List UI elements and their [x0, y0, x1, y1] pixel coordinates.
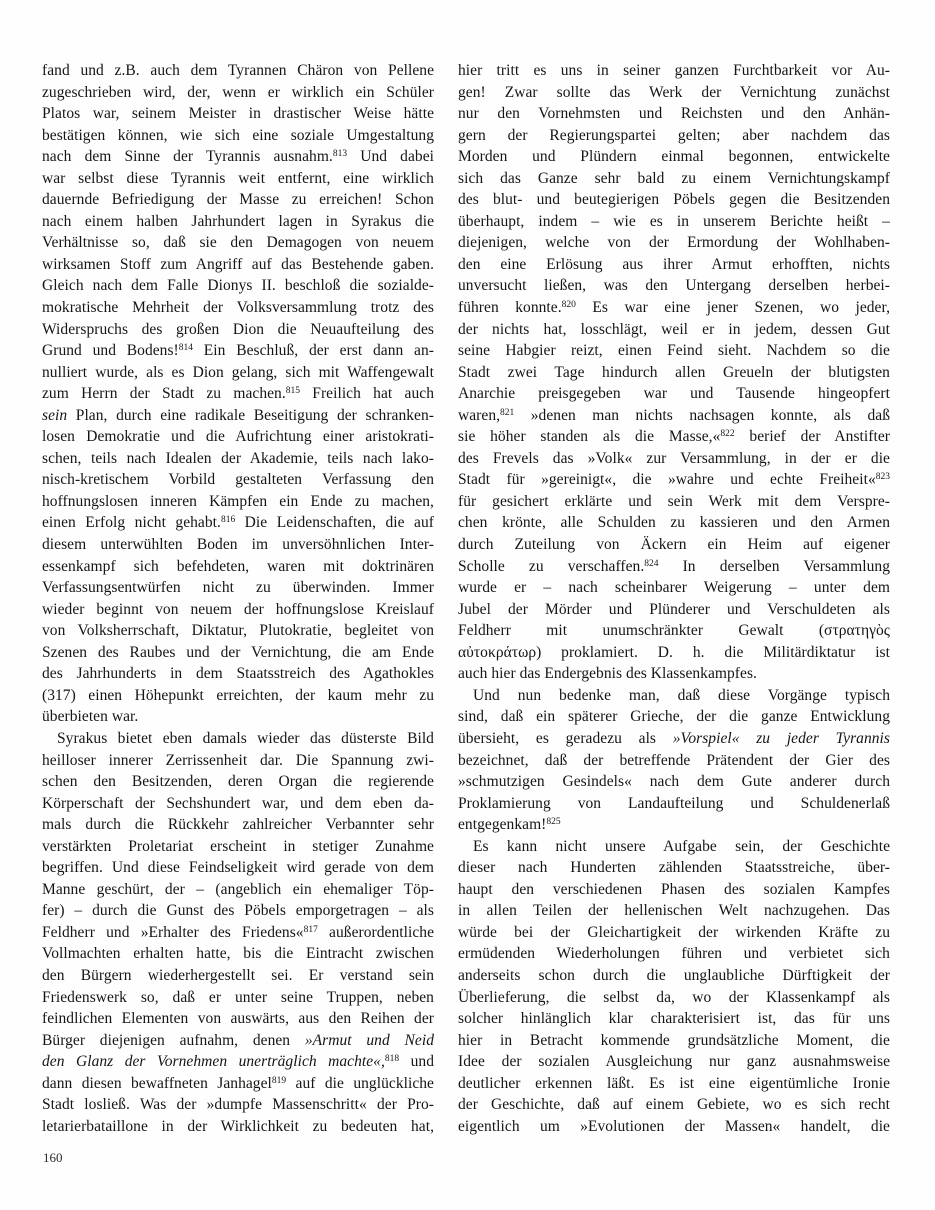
footnote-ref-817: 817: [303, 924, 318, 935]
text-line: von Volksherrschaft, Diktatur, Plutokratie, begleitet von: [42, 622, 434, 640]
text-line: auch hier das Endergebnis des Klassenkampfes.: [458, 665, 757, 683]
text-line: fand und z.B. auch dem Tyrannen Chäron von Pellene: [42, 62, 434, 79]
text-line: chen krönte, alle Schulden zu kassieren und den Armen: [458, 514, 890, 532]
footnote-ref-823: 823: [875, 472, 890, 483]
text-line: schen den Besitzenden, deren Organ die regierende: [42, 773, 434, 791]
text-line: überbieten war.: [42, 708, 139, 726]
footnote-ref-821: 821: [500, 407, 515, 418]
text-line: eigentlich um »Evolutionen der Massen« handelt, die: [458, 1117, 890, 1135]
text-line: nach dem Sinne der Tyrannis ausnahm.$^{813}$ Und dabei: [42, 148, 434, 166]
text-line: Verfassungsentwürfen nicht zu überwinden. Immer: [42, 579, 434, 597]
italic-text: den Glanz der Vornehmen unerträglich machte«,: [42, 1053, 385, 1071]
text-line: sind, daß ein späterer Grieche, der die ganze Entwicklung: [458, 708, 890, 726]
text-line: Vollmachten erhalten hatte, bis die Eintracht zwischen: [42, 945, 434, 963]
text-line: Friedenswerk so, daß er unter seine Truppen, neben: [42, 988, 434, 1006]
text-line: Platos war, seinem Meister in drastischer Weise hätte: [42, 105, 434, 123]
text-line: durch Zuteilung von Äckern ein Heim auf eigener: [458, 536, 890, 554]
text-line: den eine Erlösung aus ihrer Armut erhofften, nichts: [458, 255, 890, 273]
text-line: haupt den verschiedenen Phasen des sozialen Kampfes: [458, 880, 890, 898]
text-line: begriffen. Und diese Feindseligkeit wird gerade von dem: [42, 859, 434, 877]
italic-text: »Vorspiel« zu jeder Tyrannis: [672, 729, 890, 747]
text-line: mals durch die Rückkehr zahlreicher Verbannter sehr: [42, 816, 434, 834]
text-line: der Geschichte, daß auf einem Gebiete, wo es sich recht: [458, 1096, 890, 1114]
text-line: Feldherr mit unumschränkter Gewalt (στρατηγὸς: [458, 622, 890, 640]
text-line: einen Erfolg nicht gehabt.$^{816}$ Die Leidenschaften, die auf: [42, 514, 434, 532]
text-line: den Glanz der Vornehmen unerträglich machte«,$^{818}$ und: [42, 1053, 434, 1071]
text-line: Scholle zu verschaffen.$^{824}$ In derselben Versammlung: [458, 557, 890, 575]
text-line: (317) einen Höhepunkt erreichten, der kaum mehr zu: [42, 686, 434, 704]
text-line: Bürger diejenigen aufnahm, denen »Armut und Neid: [42, 1031, 434, 1049]
text-line: des blut- und beutegierigen Pöbels gegen die Besitzenden: [458, 191, 890, 209]
text-line: deutlicher erkennen läßt. Es ist eine eigentümliche Ironie: [458, 1074, 890, 1092]
text-line: feindlichen Elementen von auswärts, aus den Reihen der: [42, 1010, 434, 1028]
footnote-ref-818: 818: [384, 1054, 400, 1065]
footnote-ref-813: 813: [332, 149, 348, 160]
text-line: Widerspruchs des großen Dion die Neuaufteilung des: [42, 320, 434, 338]
text-line: für gesichert erklärte und sein Werk mit dem Verspre-: [458, 492, 890, 510]
text-line: entgegenkam!$^{825}$: [458, 816, 561, 834]
text-line: führen konnte.$^{820}$ Es war eine jener Szenen, wo jeder,: [458, 299, 890, 317]
text-line: wieder beginnt von neuem der hoffnungslose Kreislauf: [42, 600, 434, 618]
text-line: letarierbataillone in der Wirklichkeit zu bedeuten hat,: [42, 1117, 434, 1135]
footnote-ref-820: 820: [561, 300, 576, 311]
text-line: wirksamen Stoff zum Angriff auf das Bestehende gaben.: [42, 255, 434, 273]
text-line: fer) – durch die Gunst des Pöbels emporgetragen – als: [42, 902, 434, 920]
text-line: Manne geschürt, der – (angeblich ein ehemaliger Töp-: [42, 880, 434, 898]
text-line: bezeichnet, daß der betreffende Prätendent der Gier des: [458, 751, 890, 769]
text-line: in allen Teilen der hellenischen Welt nachzugehen. Das: [458, 902, 890, 920]
footnote-ref-815: 815: [285, 386, 301, 397]
text-line: »schmutzigen Gesindels« nach dem Gute anderer durch: [458, 773, 890, 791]
text-line: anderseits schon durch die unglaubliche Dürftigkeit der: [458, 966, 890, 984]
text-line: Stadt für »gereinigt«, die »wahre und echte Freiheit«$^{823}$: [458, 471, 890, 489]
text-line: nulliert wurde, als es Dion gelang, sich mit Waffengewalt: [42, 363, 434, 381]
text-line: dauernde Befriedigung der Masse zu erreichen! Schon: [42, 191, 434, 209]
text-line: hier in Betracht kommende grundsätzliche Moment, die: [458, 1031, 890, 1049]
text-line: ermüdenden Wiederholungen führen und verbietet sich: [458, 945, 890, 963]
text-line: hoffnungslosen inneren Kämpfen ein Ende zu machen,: [42, 492, 434, 510]
text-line: essenkampf sich befehdeten, waren mit doktrinären: [42, 557, 434, 575]
text-column-left: [42, 60, 434, 1137]
text-line: dieser nach Hunderten zählenden Staatsstreiche, über-: [458, 859, 890, 877]
text-line: übersieht, es geradezu als »Vorspiel« zu jeder Tyrannis: [458, 729, 890, 747]
text-line: Gleich nach dem Falle Dionys II. beschloß die sozialde-: [42, 277, 434, 295]
text-line: nur den Vornehmsten und Reichsten und den Anhän-: [458, 105, 890, 123]
text-line: überhaupt, indem – wie es in unserem Berichte heißt –: [458, 212, 890, 230]
text-line: Jubel der Mörder und Plünderer und Verschuldeten als: [458, 600, 890, 618]
text-line: sie höher standen als die Masse,«$^{822}$ berief der Anstifter: [458, 428, 890, 446]
text-line: Morden und Plündern einmal begonnen, entwickelte: [458, 148, 890, 166]
text-line: schen, teils nach Idealen der Akademie, teils nach lako-: [42, 449, 434, 467]
footnote-ref-816: 816: [220, 515, 236, 526]
text-line: nach einem halben Jahrhundert lagen in Syrakus die: [42, 212, 434, 230]
text-line: mokratische Mehrheit der Volksversammlung trotz des: [42, 299, 434, 317]
text-line: gern der Regierungspartei gelten; aber nachdem das: [458, 126, 890, 144]
text-line: Anarchie preisgegeben war und Tausende hingeopfert: [458, 385, 890, 403]
footnote-ref-814: 814: [178, 343, 194, 354]
text-line: nisch-kretischem Vorbild gestalteten Verfassung den: [42, 471, 434, 489]
text-line: der nichts hat, losschlägt, weil er in jedem, dessen Gut: [458, 320, 890, 338]
text-line: seine Habgier reizt, einen Feind sieht. Nachdem so die: [458, 342, 890, 360]
text-line: des Jahrhunderts in dem Staatsstreich des Agathokles: [42, 665, 434, 683]
italic-text: »Armut und Neid: [304, 1031, 434, 1049]
text-line: Idee der sozialen Ausgleichung nur ganz ausnahmsweise: [458, 1053, 890, 1071]
text-line: unversucht ließen, was den Untergang derselben herbei-: [458, 277, 890, 295]
text-line: diejenigen, welche von der Ermordung der Wohlhaben-: [458, 234, 890, 252]
text-line: Proklamierung von Landaufteilung und Schuldenerlaß: [458, 794, 890, 812]
text-line: Und nun bedenke man, daß diese Vorgänge typisch: [473, 686, 890, 704]
page-number: 160: [43, 1150, 63, 1165]
text-line: αὐτοκράτωρ) proklamiert. D. h. die Militärdiktatur ist: [458, 643, 890, 661]
text-line: heilloser innerer Zerrissenheit dar. Die Spannung zwi-: [42, 751, 434, 769]
text-line: solcher hinlänglich klar charakterisiert ist, das für uns: [458, 1010, 890, 1028]
text-line: Syrakus bietet eben damals wieder das düsterste Bild: [57, 729, 434, 747]
text-line: Feldherr und »Erhalter des Friedens«$^{817}$ außerordentliche: [42, 923, 434, 941]
text-line: gen! Zwar sollte das Werk der Vernichtung zunächst: [458, 83, 890, 101]
text-column-right: [458, 60, 890, 1137]
text-line: des Frevels das »Volk« zur Versammlung, in der er die: [458, 449, 890, 467]
text-line: Grund und Bodens!$^{814}$ Ein Beschluß, der erst dann an-: [42, 342, 434, 360]
text-line: waren,$^{821}$ »denen man nichts nachsagen konnte, als daß: [458, 406, 890, 424]
text-line: zugeschrieben wird, der, wenn er wirklich ein Schüler: [42, 83, 434, 101]
text-line: den Bürgern wiederhergestellt sei. Er verstand sein: [42, 966, 434, 984]
text-line: Stadt losließ. Was der »dumpfe Massenschritt« der Pro-: [42, 1096, 434, 1114]
text-line: zum Herrn der Stadt zu machen.$^{815}$ Freilich hat auch: [42, 385, 434, 403]
footnote-ref-819: 819: [271, 1075, 287, 1086]
text-line: diesem unterwühlten Boden im unversöhnlichen Inter-: [42, 536, 434, 554]
text-line: Szenen des Raubes und der Vernichtung, die am Ende: [42, 643, 434, 661]
text-line: würde bei der Gleichartigkeit der wirkenden Kräfte zu: [458, 923, 890, 941]
text-line: Überlieferung, die selbst da, wo der Klassenkampf als: [458, 988, 890, 1006]
text-line: bestätigen können, wie sich eine soziale Umgestaltung: [42, 126, 434, 144]
text-line: wurde er – nach scheinbarer Weigerung – unter dem: [458, 579, 890, 597]
text-line: Körperschaft der Sechshundert war, und dem eben da-: [42, 794, 434, 812]
text-line: Stadt zwei Tage hindurch allen Greueln der blutigsten: [458, 363, 890, 381]
footnote-ref-822: 822: [720, 429, 735, 440]
text-line: war selbst diese Tyrannis weit entfernt, eine wirklich: [42, 169, 434, 187]
text-line: verstärkten Proletariat erscheint in stetiger Zunahme: [42, 837, 434, 855]
text-line: losen Demokratie und die Aufrichtung einer aristokrati-: [42, 428, 434, 446]
text-line: dann diesen bewaffneten Janhagel$^{819}$ auf die unglückliche: [42, 1074, 434, 1092]
footnote-ref-824: 824: [644, 558, 659, 569]
text-line: hier tritt es uns in seiner ganzen Furchtbarkeit vor Au-: [458, 62, 890, 79]
text-line: sein Plan, durch eine radikale Beseitigung der schranken-: [42, 406, 434, 424]
footnote-ref-825: 825: [546, 817, 561, 828]
text-line: Verhältnisse so, daß sie den Demagogen von neuem: [42, 234, 434, 252]
text-line: sich das Ganze sehr bald zu einem Vernichtungskampf: [458, 169, 890, 187]
text-line: Es kann nicht unsere Aufgabe sein, der Geschichte: [473, 837, 890, 855]
italic-text: sein: [42, 406, 68, 424]
